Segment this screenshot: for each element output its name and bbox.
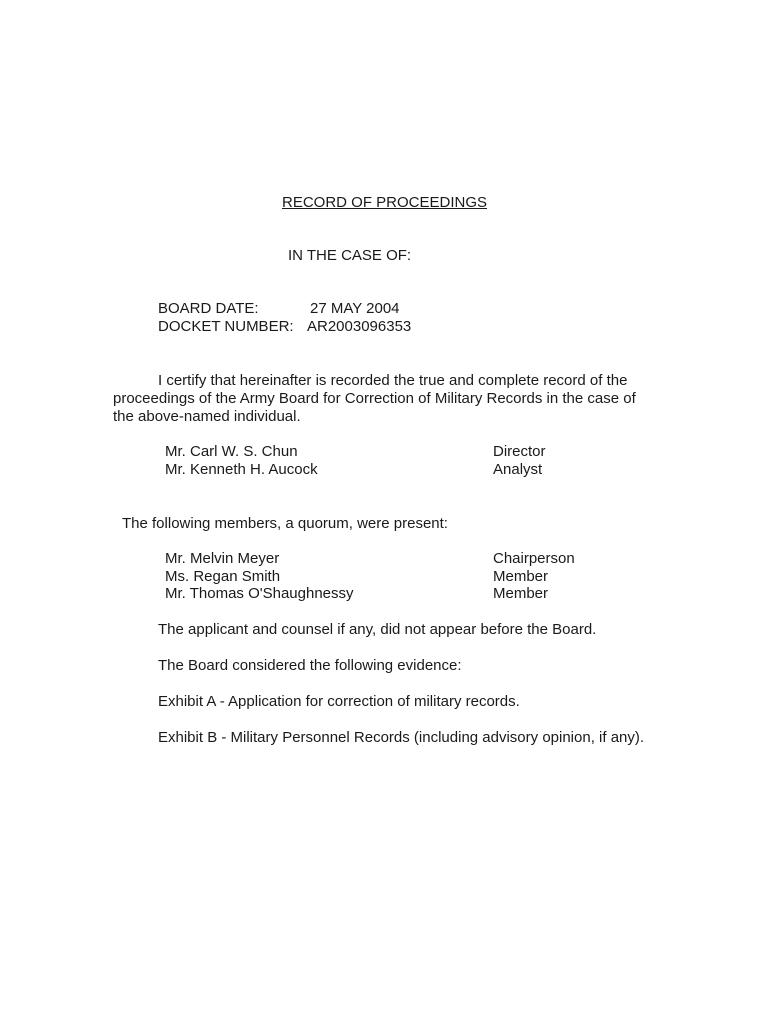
member-name: Mr. Melvin Meyer <box>165 550 280 567</box>
appearance-statement: The applicant and counsel if any, did not appear before the Board. <box>158 621 597 638</box>
member-role: Member <box>493 585 549 602</box>
docket-number-label: DOCKET NUMBER: <box>158 318 294 335</box>
staff-role: Analyst <box>493 461 543 478</box>
certification-paragraph: I certify that hereinafter is recorded the true and complete record of the proceedings of the Army Board for Correction of Military Records in the case of the above-named individual. <box>113 372 636 425</box>
member-name: Mr. Thomas O'Shaughnessy <box>165 585 354 602</box>
quorum-statement: The following members, a quorum, were present: <box>122 515 448 532</box>
board-date-label: BOARD DATE: <box>158 300 259 317</box>
docket-number-value: AR2003096353 <box>307 318 412 335</box>
board-date-value: 27 MAY 2004 <box>310 300 400 317</box>
evidence-intro: The Board considered the following evidence: <box>158 657 462 674</box>
member-name: Ms. Regan Smith <box>165 568 281 585</box>
staff-role: Director <box>493 443 546 460</box>
staff-name: Mr. Carl W. S. Chun <box>165 443 298 460</box>
member-role: Member <box>493 568 549 585</box>
page-title: RECORD OF PROCEEDINGS <box>282 194 488 211</box>
staff-name: Mr. Kenneth H. Aucock <box>165 461 318 478</box>
case-label: IN THE CASE OF: <box>288 247 412 264</box>
exhibit-a: Exhibit A - Application for correction of military records. <box>158 693 520 710</box>
exhibit-b: Exhibit B - Military Personnel Records (including advisory opinion, if any). <box>158 729 645 746</box>
member-role: Chairperson <box>493 550 575 567</box>
